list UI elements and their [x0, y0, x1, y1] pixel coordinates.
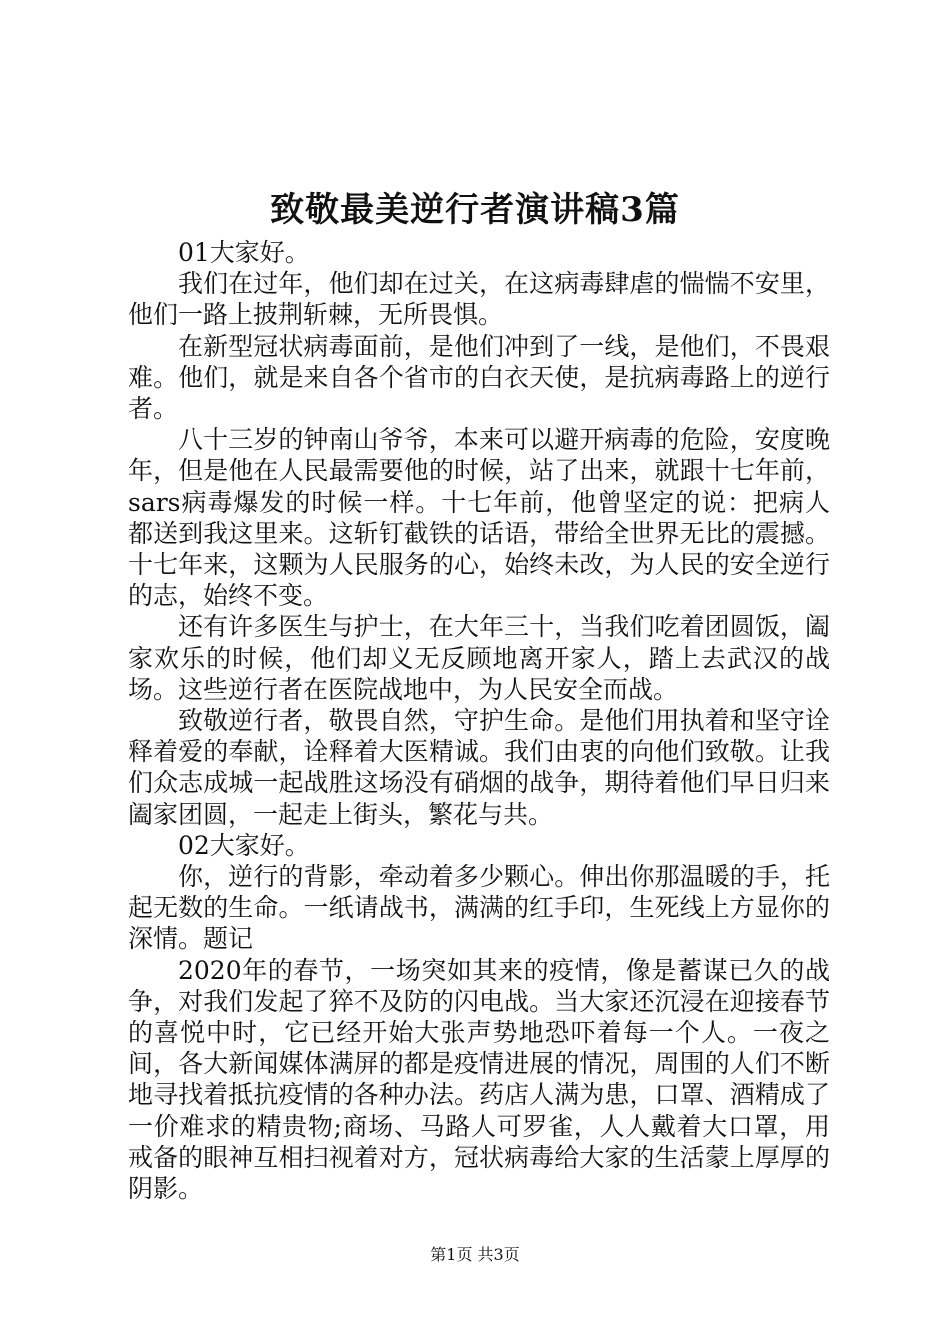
paragraph: 致敬逆行者，敬畏自然，守护生命。是他们用执着和坚守诠释着爱的奉献，诠释着大医精诚。我们由衷的向他们致敬。让我们众志成城一起战胜这场没有硝烟的战争，期待着他们早日归来阖家团圆，一起走上街头，繁花与共。: [128, 706, 830, 829]
paragraph: 我们在过年，他们却在过关，在这病毒肆虐的惴惴不安里，他们一路上披荆斩棘，无所畏惧。: [128, 269, 830, 330]
document-title: 致敬最美逆行者演讲稿3篇: [270, 190, 680, 230]
paragraph: 还有许多医生与护士，在大年三十，当我们吃着团圆饭，阖家欢乐的时候，他们却义无反顾地离开家人，踏上去武汉的战场。这些逆行者在医院战地中，为人民安全而战。: [128, 612, 830, 704]
paragraph: 你，逆行的背影，牵动着多少颗心。伸出你那温暖的手，托起无数的生命。一纸请战书，满满的红手印，生死线上方显你的深情。题记: [128, 862, 830, 954]
paragraph: 2020年的春节，一场突如其来的疫情，像是蓄谋已久的战争，对我们发起了猝不及防的闪电战。当大家还沉浸在迎接春节的喜悦中时，它已经开始大张声势地恐吓着每一个人。一夜之间，各大新闻媒体满屏的都是疫情进展的情况，周围的人们不断地寻找着抵抗疫情的各种办法。药店人满为患，口罩、酒精成了一价难求的精贵物;商场、马路人可罗雀，人人戴着大口罩，用戒备的眼神互相扫视着对方，冠状病毒给大家的生活蒙上厚厚的阴影。: [128, 955, 830, 1204]
paragraph: 在新型冠状病毒面前，是他们冲到了一线，是他们，不畏艰难。他们，就是来自各个省市的白衣天使，是抗病毒路上的逆行者。: [128, 331, 830, 424]
paragraph-greeting-1: 01大家好。: [178, 238, 310, 267]
page-footer: 第1页 共3页: [430, 1245, 520, 1264]
document-body: [128, 237, 830, 1204]
paragraph: 八十三岁的钟南山爷爷，本来可以避开病毒的危险，安度晚年，但是他在人民最需要他的时候，站了出来，就跟十七年前，sars病毒爆发的时候一样。十七年前，他曾坚定的说：把病人都送到我这里来。这斩钉截铁的话语，带给全世界无比的震撼。十七年来，这颗为人民服务的心，始终未改，为人民的安全逆行的志，始终不变。: [128, 425, 830, 611]
paragraph-greeting-2: 02大家好。: [178, 830, 310, 860]
